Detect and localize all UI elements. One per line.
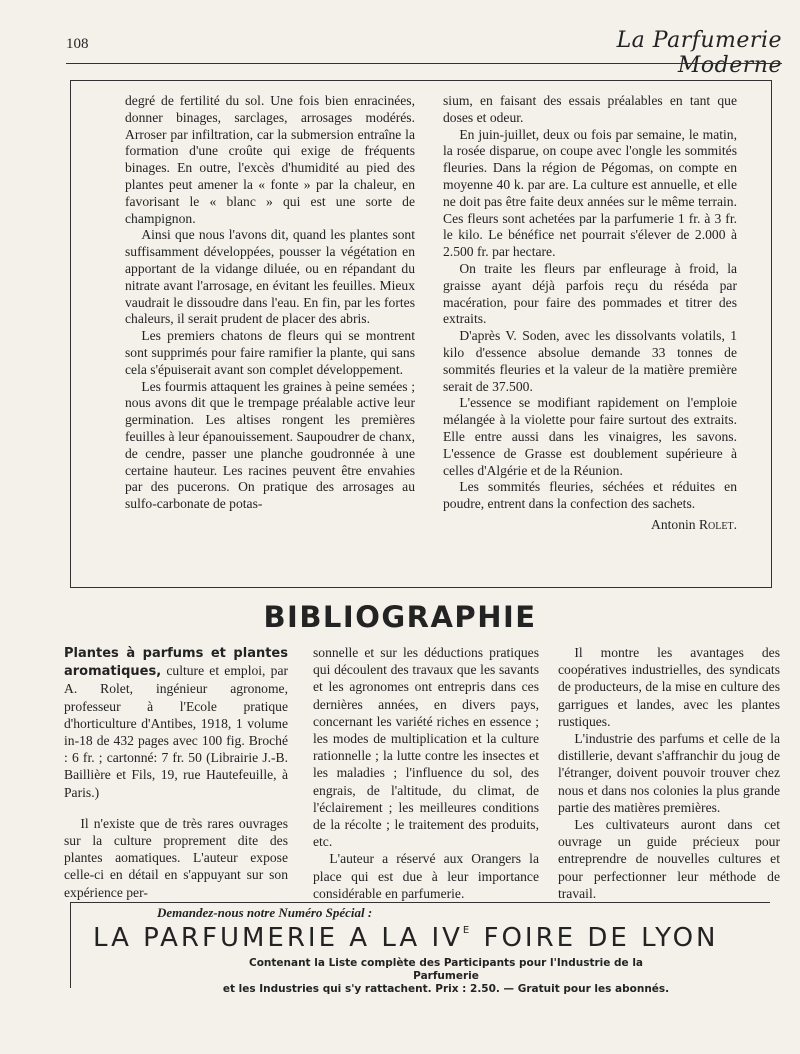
book-entry [64, 644, 288, 801]
article-box [70, 80, 772, 588]
article-paragraph: On traite les fleurs par enfleurage à froid, la graisse ayant déjà parfois reçu du réséda par macération, pour faire des pommades et titrer des extraits. [443, 260, 737, 327]
review-paragraph: Les cultivateurs auront dans cet ouvrage un guide précieux pour entreprendre de nouvelles cultures et pour perfectionner leur méthode de travail. [558, 817, 780, 901]
article-right-column [443, 93, 737, 534]
ad-headline: LA PARFUMERIE A LA $IV^E$ FOIRE DE LYON [93, 923, 719, 953]
article-paragraph: D'après V. Soden, avec les dissolvants volatils, 1 kilo d'essence absolue demande 33 tonnes de sommités fleuries et la valeur de la matière première serait de 37.500. [443, 328, 737, 394]
review-paragraph: sonnelle et sur les déductions pratiques qui découlent des travaux que les savants et les agronomes ont entrepris dans ces dernières années, en divers pays, concernant les variété riches en essence ; les modes de multiplication et la culture rationnelle ; la lutte contre les insectes et les maladies ; l'influence du sol, des engrais, de l'altitude, du climat, de l'éclairement ; les meilleures conditions de la récolte ; le traitement des produits, etc. [313, 645, 539, 850]
ad-subline-1: Contenant la Liste complète des Participants pour l'Industrie de la Parfumerie [248, 957, 644, 982]
article-paragraph: Les sommités fleuries, séchées et réduites en poudre, entrent dans la confection des sachets. [443, 479, 737, 512]
bibliography-column-3 [558, 644, 780, 902]
article-paragraph: Les premiers chatons de fleurs qui se montrent sont supprimés pour faire ramifier la plante, qui sans cela s'épuiserait avant son complet développement. [125, 328, 415, 377]
ad-subline [221, 957, 671, 996]
journal-masthead: La Parfumerie Moderne [616, 28, 782, 78]
page-number: 108 [66, 36, 89, 52]
article-paragraph: sium, en faisant des essais préalables en tant que doses et odeur. [443, 93, 737, 125]
article-paragraph: Ainsi que nous l'avons dit, quand les plantes sont suffisamment développées, pousser la végétation en apportant de la vidange diluée, ou en répandant du nitrate avant l'arrosage, en évitant les feuilles. Mieux vaudrait le dissoudre dans l'eau. En fin, par les fortes chaleurs, il serait prudent de placer des abris. [125, 227, 415, 327]
article-left-column [125, 93, 415, 513]
bibliography-column-2 [313, 644, 539, 902]
article-paragraph: degré de fertilité du sol. Une fois bien enracinées, donner binages, sarclages, arrosages modérés. Arroser par infiltration, car la submersion entraîne la formation d'une croûte qui exige de fréquents binages. En outre, l'excès d'humidité au pied des plantes peut amener la « fonte » par la chaleur, en favorisant le « blanc » qui est une sorte de champignon. [125, 93, 415, 226]
book-details: culture et emploi, par A. Rolet, ingénieur agronome, professeur à l'Ecole pratique d'horticulture d'Antibes, 1918, 1 volume in-18 de 432 pages avec 100 fig. Broché : 6 fr. ; cartonné: 7 fr. 50 (Librairie J.-B. Baillière et Fils, 19, rue Hautefeuille, à Paris.) [64, 663, 288, 800]
review-paragraph: Il montre les avantages des coopératives industrielles, des syndicats de producteurs, de la mise en culture des garrigues et landes, avec les plantes rustiques. [558, 645, 780, 729]
ad-intro: Demandez-nous notre Numéro Spécial : [157, 905, 373, 920]
article-signature [443, 517, 737, 534]
review-paragraph: Il n'existe que de très rares ouvrages sur la culture proprement dite des plantes aomatiques. L'auteur expose celle-ci en détail en s'appuyant sur son expérience per- [64, 815, 288, 900]
article-paragraph: En juin-juillet, deux ou fois par semaine, le matin, la rosée disparue, on coupe avec l'ongle les sommités fleuries. Dans la région de Pégomas, on compte en moyenne 40 k. par are. La culture est annuelle, et elle ne doit pas être faite deux années sur le même terrain. Ces fleurs sont achetées par la parfumerie 1 fr. à 3 fr. le kilo. Le bénéfice net pourrait s'élever de 2.000 à 2.500 fr. par hectare. [443, 126, 737, 260]
book-title: Plantes à parfums et plantes aromatiques, [64, 646, 288, 680]
header-rule [66, 63, 782, 64]
bibliography-heading: BIBLIOGRAPHIE [263, 600, 537, 634]
article-paragraph: L'essence se modifiant rapidement on l'emploie mélangée à la violette pour faire surtout des extraits. Elle entre aussi dans les vinaigres, les savons. L'essence de Grasse est doublement supérieure à celles d'Algérie et de la Réunion. [443, 395, 737, 478]
advertisement-box [70, 902, 770, 995]
article-paragraph: Les fourmis attaquent les graines à peine semées ; nous avons dit que le trempage préalable active leur germination. Les altises rongent les premières feuilles à leur épanouissement. Saupoudrer de chanx, de cendre, passer une planche goudronnée à une certaine hauteur. Les racines peuvent être envahies par des pucerons. On pratique des arrosages au sulfo-carbonate de potas- [125, 378, 415, 512]
bibliography-column-1 [64, 644, 288, 901]
review-paragraph: L'auteur a réservé aux Orangers la place qui est due à leur importance considérable en parfumerie. [313, 851, 539, 901]
review-paragraph: L'industrie des parfums et celle de la distillerie, devant s'affranchir du joug de l'étranger, doivent pouvoir trouver chez nous et dans nos colonies la plus grande partie des matières premières. [558, 731, 780, 815]
author-last-name: Rolet. [698, 516, 737, 532]
author-first-name: Antonin [651, 516, 696, 532]
ad-subline-2: et les Industries qui s'y rattachent. Prix : 2.50. — Gratuit pour les abonnés. [222, 983, 670, 995]
